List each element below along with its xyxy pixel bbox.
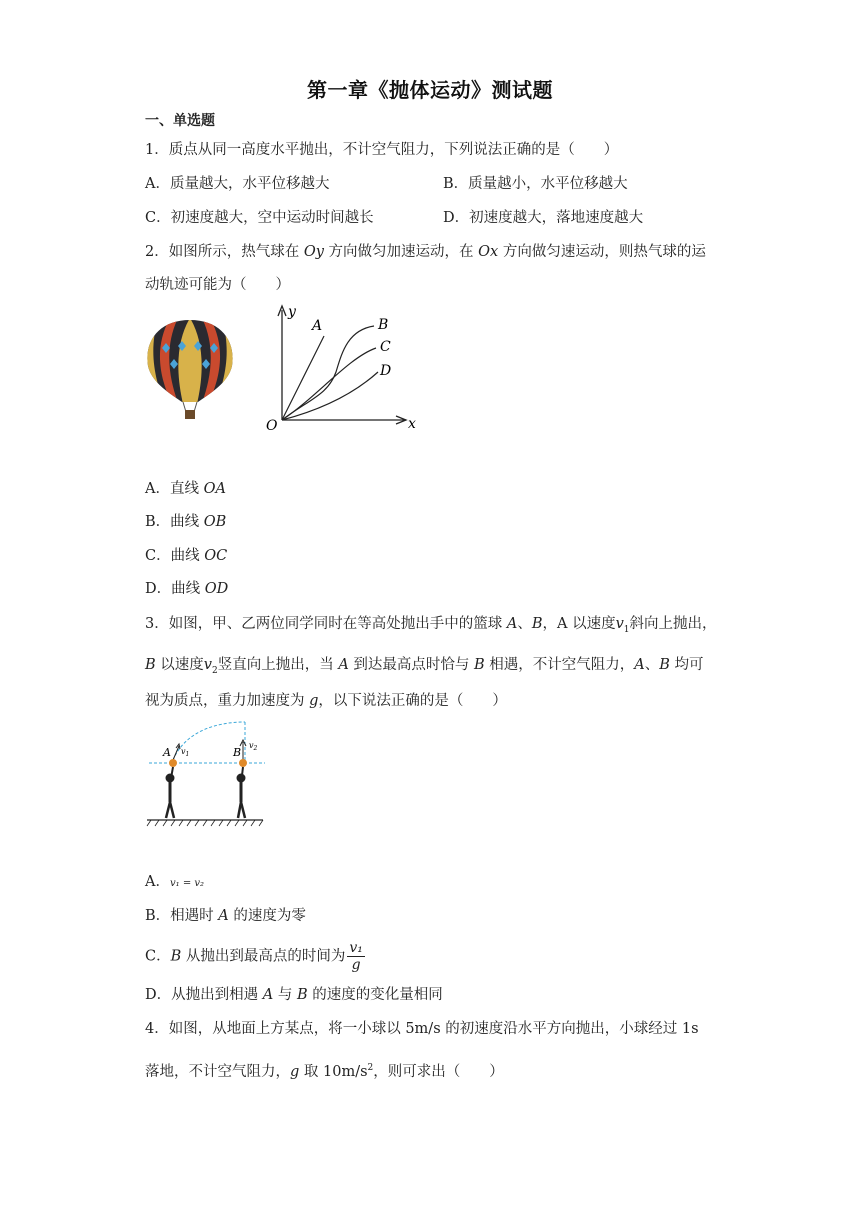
text: 的速度的变化量相同 (307, 987, 443, 1003)
text: OD (204, 581, 229, 597)
text: 、 (517, 616, 532, 632)
text: B (170, 948, 182, 965)
ball-a (169, 759, 177, 767)
text: g (290, 1063, 300, 1080)
text: 3．如图，甲、乙两位同学同时在等高处抛出手中的篮球 (145, 616, 507, 632)
text: C．曲线 (145, 548, 205, 564)
text: v (249, 741, 254, 750)
q3-stem-line1 (145, 614, 717, 640)
q3-option-b (145, 906, 306, 926)
q1-option-c: C．初速度越大，空中运动时间越长 (145, 210, 374, 226)
section-heading: 一、单选题 (145, 113, 215, 129)
q2-option-c (145, 546, 227, 566)
text: 到达最高点时恰与 (348, 657, 475, 673)
text: g (309, 693, 319, 709)
curve-ob (282, 326, 374, 420)
text: ，以下说法正确的是（ ） (318, 693, 507, 709)
ground-hatching (147, 820, 263, 826)
axis-ox: Ox (478, 244, 499, 260)
text: 1 (185, 751, 190, 758)
text: OB (203, 514, 227, 530)
text: A (262, 987, 274, 1003)
label-c: C (380, 339, 391, 355)
q3-option-d (145, 985, 443, 1005)
text: A (218, 908, 229, 924)
curve-od (282, 372, 378, 420)
line-oa (282, 336, 324, 420)
text: 2 (253, 745, 258, 752)
equation: v₁ = v₂ (169, 878, 205, 889)
q3-stem-line3 (145, 691, 507, 711)
trajectory-graph (258, 300, 428, 436)
text: 竖直向上抛出，当 (217, 657, 339, 673)
label-d: D (380, 363, 392, 379)
text: B (659, 657, 670, 673)
q1-stem: 1．质点从同一高度水平抛出，不计空气阻力，下列说法正确的是（ ） (145, 142, 619, 158)
text: 取 10m/s (299, 1063, 368, 1080)
denominator: g (351, 957, 361, 973)
text: 落地，不计空气阻力， (145, 1063, 290, 1080)
q2-option-d (145, 579, 228, 599)
q4-stem-line2 (145, 1058, 504, 1082)
text: D．曲线 (145, 581, 205, 597)
text: 以速度 (155, 657, 204, 673)
text: 与 (273, 987, 297, 1003)
text: A． (145, 874, 170, 890)
text: 2．如图所示，热气球在 (145, 244, 304, 260)
text: 斜向上抛出， (629, 616, 717, 632)
label-a: A (312, 318, 323, 334)
label-x: x (408, 416, 416, 432)
text: A (338, 657, 349, 673)
label-b: B (233, 746, 242, 759)
text: ，A 以速度 (542, 616, 616, 632)
text: A (506, 616, 518, 632)
fraction (347, 940, 365, 973)
text: OC (204, 548, 228, 564)
text: v (181, 747, 186, 756)
text: 从抛出到最高点的时间为 (181, 948, 346, 965)
q3-option-c (145, 940, 365, 973)
q3-stem-line2 (145, 655, 704, 681)
text: v (615, 616, 624, 632)
label-v2 (249, 741, 258, 752)
label-v1 (181, 747, 189, 758)
text: B (531, 616, 543, 632)
q2-option-b (145, 512, 226, 532)
text: A．直线 (145, 481, 204, 497)
q2-stem-line1 (145, 242, 706, 262)
student-a (166, 767, 174, 818)
text: v (203, 657, 212, 673)
basketball-throw-figure (145, 718, 265, 828)
ball-b (239, 759, 247, 767)
label-b: B (378, 317, 389, 333)
q2-option-a (145, 479, 226, 499)
text: OA (203, 481, 226, 497)
q1-option-d: D．初速度越大，落地速度越大 (443, 210, 644, 226)
text: 方向做匀速运动，则热气球的运 (498, 244, 706, 260)
text: B (296, 987, 308, 1003)
text: 的速度为零 (228, 908, 306, 924)
text: A (634, 657, 645, 673)
text: 2 (367, 1063, 374, 1073)
hot-air-balloon-image (140, 318, 240, 422)
text: B (145, 657, 156, 673)
text: 视为质点，重力加速度为 (145, 693, 310, 709)
q3-option-a (145, 872, 204, 894)
velocity-arrow-v1 (173, 746, 179, 760)
text: 相遇，不计空气阻力， (484, 657, 635, 673)
text: B．相遇时 (145, 908, 219, 924)
text: 2 (211, 665, 218, 676)
text: B (474, 657, 485, 673)
text: B．曲线 (145, 514, 204, 530)
text: C． (145, 948, 171, 965)
text: ，则可求出（ ） (373, 1063, 504, 1080)
text: 均可 (669, 657, 704, 673)
q4-stem-line1: 4．如图，从地面上方某点，将一小球以 5m/s 的初速度沿水平方向抛出，小球经过 1s (145, 1021, 699, 1037)
q2-stem-line2: 动轨迹可能为（ ） (145, 277, 290, 293)
axis-oy: Oy (303, 244, 324, 260)
q1-option-a: A．质量越大，水平位移越大 (145, 176, 330, 192)
text: 方向做匀加速运动，在 (323, 244, 479, 260)
numerator: v₁ (349, 940, 363, 956)
text: 1 (623, 624, 630, 635)
text: 、 (644, 657, 660, 673)
q1-option-b: B．质量越小，水平位移越大 (443, 176, 628, 192)
text: D．从抛出到相遇 (145, 987, 263, 1003)
student-b (237, 767, 245, 818)
label-a: A (163, 746, 171, 759)
page-title: 第一章《抛体运动》测试题 (307, 78, 553, 102)
label-y: y (288, 304, 296, 320)
label-origin: O (266, 418, 278, 434)
